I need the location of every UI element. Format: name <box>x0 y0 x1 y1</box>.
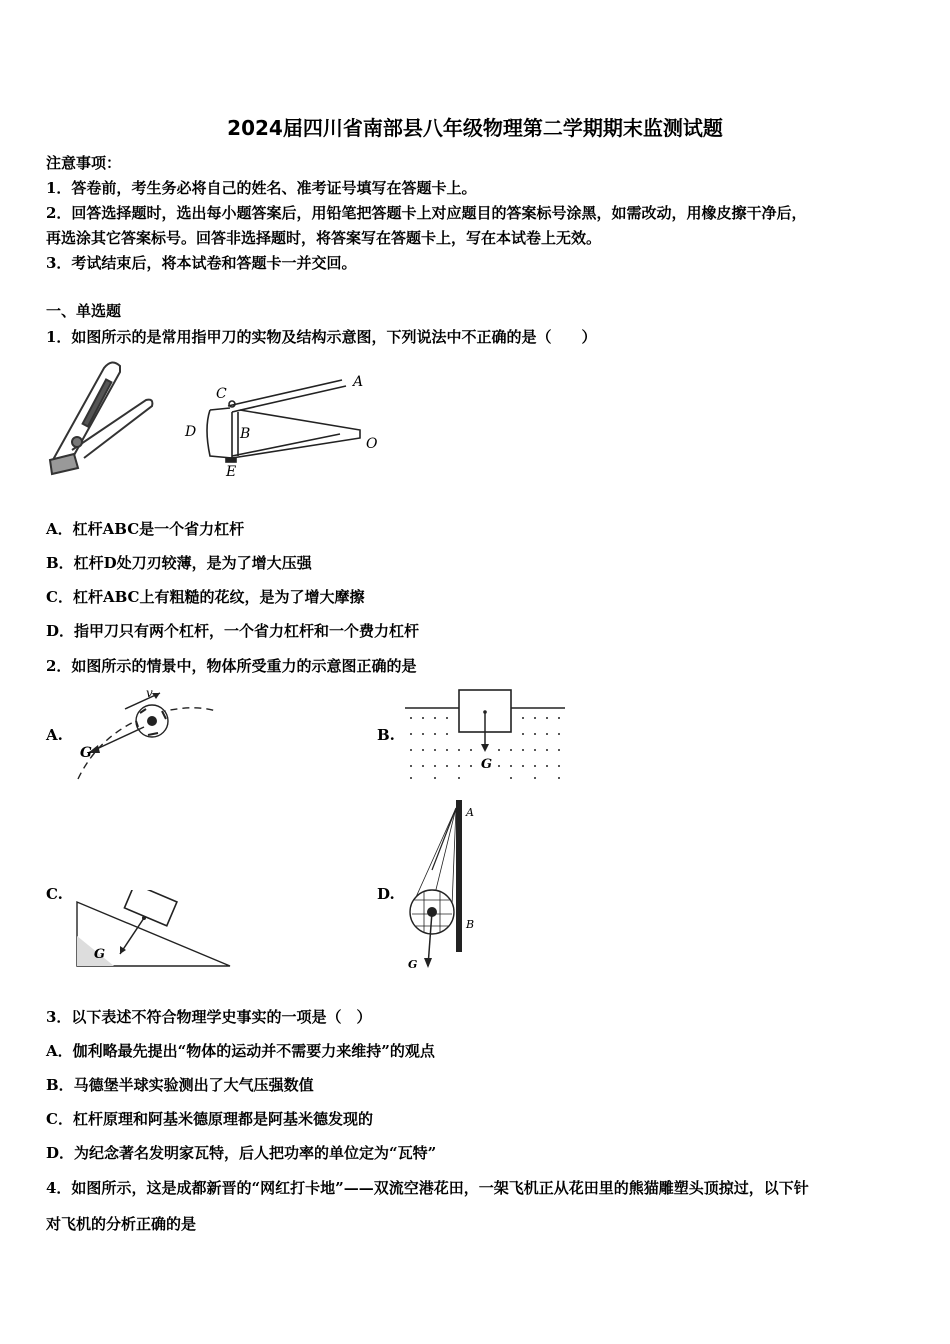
question-3-option: D．为纪念著名发明家瓦特，后人把功率的单位定为“瓦特” <box>46 1144 437 1162</box>
question-1-stem: 1．如图所示的是常用指甲刀的实物及结构示意图，下列说法中不正确的是（ ） <box>46 328 597 346</box>
question-3-option: C．杠杆原理和阿基米德原理都是阿基米德发现的 <box>46 1110 373 1128</box>
notice-item: 1．答卷前，考生务必将自己的姓名、准考证号填写在答题卡上。 <box>46 179 477 197</box>
question-4-stem: 4．如图所示，这是成都新晋的“网红打卡地”——双流空港花田，一架飞机正从花田里的熊猫雕塑头顶掠过，以下针 <box>46 1179 809 1197</box>
diagram-label-b: B <box>240 426 251 442</box>
gravity-label-c: G <box>94 947 106 962</box>
block-in-water-figure <box>405 688 565 782</box>
diagram-label-d: D <box>185 424 197 440</box>
gravity-label-d: G <box>408 958 418 971</box>
question-3-option: B．马德堡半球实验测出了大气压强数值 <box>46 1076 314 1094</box>
notice-item: 2．回答选择题时，选出每小题答案后，用铅笔把答题卡上对应题目的答案标号涂黑，如需改动，用橡皮擦干净后， <box>46 204 807 222</box>
notice-item: 再选涂其它答案标号。回答非选择题时，将答案写在答题卡上，写在本试卷上无效。 <box>46 229 602 247</box>
gravity-label-b: G <box>481 757 493 772</box>
diagram-label-e: E <box>226 464 237 480</box>
nail-clipper-photo <box>44 358 159 478</box>
question-1-option: C．杠杆ABC上有粗糙的花纹，是为了增大摩擦 <box>46 588 365 606</box>
nail-clipper-diagram <box>180 368 385 480</box>
question-3-option: A．伽利略最先提出“物体的运动并不需要力来维持”的观点 <box>46 1042 435 1060</box>
ball-trajectory-figure <box>70 683 220 783</box>
ball-in-net-figure <box>400 796 490 972</box>
rope-label-a: A <box>466 806 474 819</box>
question-3-stem: 3．以下表述不符合物理学史事实的一项是（ ） <box>46 1008 372 1026</box>
option-d-label: D. <box>377 885 395 903</box>
notice-item: 3．考试结束后，将本试卷和答题卡一并交回。 <box>46 254 357 272</box>
rope-label-b: B <box>466 918 475 931</box>
question-1-option: B．杠杆D处刀刃较薄，是为了增大压强 <box>46 554 312 572</box>
question-1-option: D．指甲刀只有两个杠杆，一个省力杠杆和一个费力杠杆 <box>46 622 420 640</box>
block-on-incline-figure <box>74 890 234 970</box>
option-c-label: C. <box>46 885 63 903</box>
page-title: 2024届四川省南部县八年级物理第二学期期末监测试题 <box>227 116 723 140</box>
question-4-stem-continued: 对飞机的分析正确的是 <box>46 1215 197 1233</box>
question-1-option: A．杠杆ABC是一个省力杠杆 <box>46 520 245 538</box>
notice-heading: 注意事项： <box>46 154 122 172</box>
section-heading: 一、单选题 <box>46 302 122 320</box>
velocity-label: v <box>146 686 153 700</box>
option-b-label: B. <box>377 726 395 744</box>
diagram-label-a: A <box>353 374 364 390</box>
question-2-stem: 2．如图所示的情景中，物体所受重力的示意图正确的是 <box>46 657 417 675</box>
diagram-label-o: O <box>366 436 378 452</box>
gravity-label-a: G <box>80 745 92 761</box>
diagram-label-c: C <box>216 386 227 402</box>
option-a-label: A. <box>46 726 63 744</box>
